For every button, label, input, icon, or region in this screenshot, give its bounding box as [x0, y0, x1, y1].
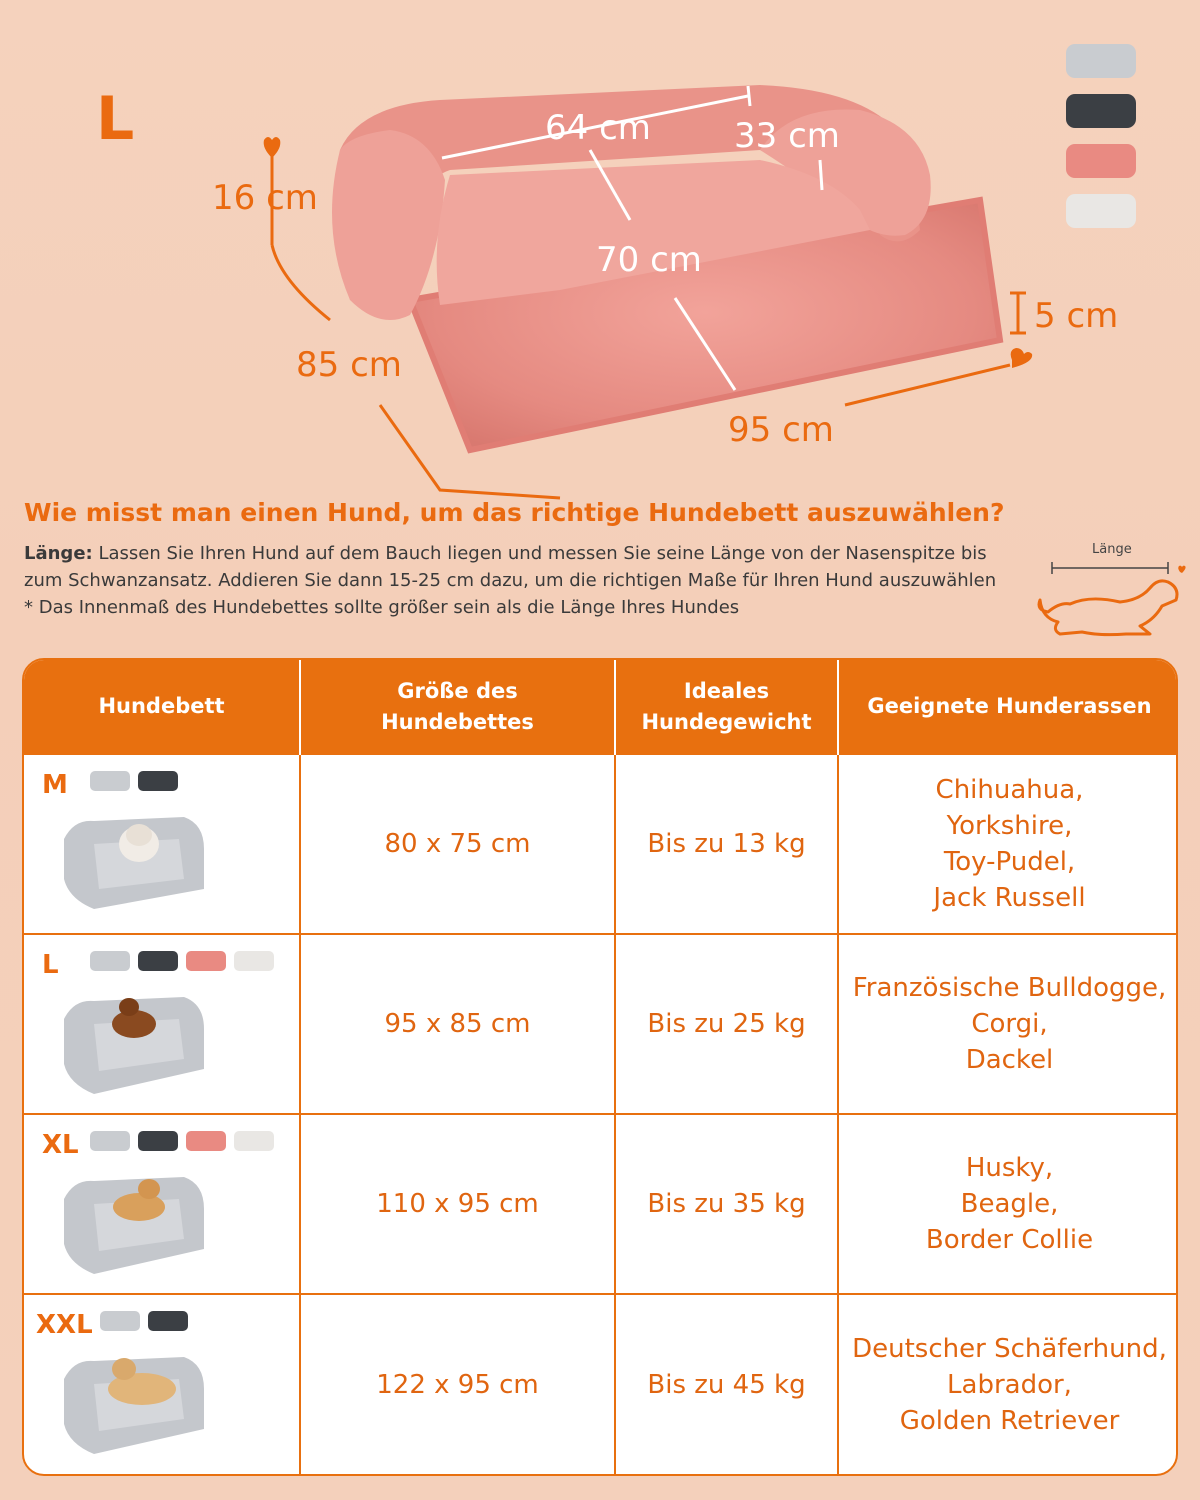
table-row	[24, 1294, 1178, 1474]
row-color-swatch[interactable]	[90, 1131, 130, 1151]
swatch-dark-grey[interactable]	[1066, 94, 1136, 128]
swatch-pink[interactable]	[1066, 144, 1136, 178]
breeds-cell	[838, 754, 1178, 934]
dim-height: 16 cm	[212, 178, 318, 218]
row-color-swatch[interactable]	[90, 771, 130, 791]
row-size-label: M	[42, 770, 68, 800]
row-color-swatch[interactable]	[90, 951, 130, 971]
dim-depth: 85 cm	[296, 345, 402, 385]
breed-item: Jack Russell	[933, 883, 1086, 913]
weight-cell: Bis zu 35 kg	[615, 1114, 838, 1294]
row-color-swatch[interactable]	[234, 1131, 274, 1151]
guide-length-label: Länge:	[24, 543, 93, 564]
row-size-label: XXL	[36, 1310, 93, 1340]
guide-length-text: Lassen Sie Ihren Hund auf dem Bauch liegen und messen Sie seine Länge von der Nasenspitze bis zum Schwanzansatz. Addieren Sie dann 15-25 cm dazu, um die richtigen Maße für Ihren Hund auszuwählen	[24, 543, 997, 591]
guide-length-paragraph	[24, 540, 1004, 594]
row-color-swatch[interactable]	[148, 1311, 188, 1331]
dim-inner-depth: 70 cm	[596, 240, 702, 280]
breed-item: Chihuahua,	[935, 775, 1084, 805]
diagram-label: Länge	[1092, 542, 1132, 557]
row-color-swatch[interactable]	[138, 1131, 178, 1151]
dimensions-cell: 122 x 95 cm	[300, 1294, 615, 1474]
dimensions-cell: 110 x 95 cm	[300, 1114, 615, 1294]
header-rassen: Geeignete Hunderassen	[838, 660, 1178, 754]
row-color-swatch[interactable]	[186, 951, 226, 971]
dimensions-cell: 95 x 85 cm	[300, 934, 615, 1114]
breed-item: Corgi,	[971, 1009, 1048, 1039]
breeds-cell	[838, 1114, 1178, 1294]
bed-photo-icon	[54, 1159, 214, 1279]
row-color-swatch[interactable]	[138, 771, 178, 791]
breed-item: Toy-Pudel,	[943, 847, 1076, 877]
header-gewicht: Ideales Hundegewicht	[615, 660, 838, 754]
dimensions-cell: 80 x 75 cm	[300, 754, 615, 934]
guide-body	[24, 540, 1004, 621]
breeds-cell	[838, 934, 1178, 1114]
row-swatches	[90, 771, 178, 791]
breed-item: Husky,	[965, 1153, 1054, 1183]
dim-side-width: 33 cm	[734, 116, 840, 156]
guide-title: Wie misst man einen Hund, um das richtige Hundebett auszuwählen?	[24, 498, 1005, 527]
swatch-cream[interactable]	[1066, 194, 1136, 228]
header-groesse: Größe des Hundebettes	[300, 660, 615, 754]
weight-cell: Bis zu 25 kg	[615, 934, 838, 1114]
bed-cell	[24, 934, 300, 1114]
row-color-swatch[interactable]	[138, 951, 178, 971]
row-color-swatch[interactable]	[100, 1311, 140, 1331]
table-row	[24, 754, 1178, 934]
row-size-label: L	[42, 950, 59, 980]
row-swatches	[90, 951, 274, 971]
breed-item: Deutscher Schäferhund,	[852, 1333, 1167, 1364]
breed-item: Dackel	[965, 1045, 1054, 1075]
breed-item: Französische Bulldogge,	[852, 973, 1167, 1003]
dog-outline-icon	[1030, 540, 1190, 650]
weight-cell: Bis zu 45 kg	[615, 1294, 838, 1474]
hero-section	[0, 0, 1200, 500]
row-swatches	[100, 1311, 188, 1331]
table-row	[24, 1114, 1178, 1294]
bed-cell	[24, 1114, 300, 1294]
bed-photo-icon	[54, 979, 214, 1099]
row-swatches	[90, 1131, 274, 1151]
dim-inner-width: 64 cm	[545, 108, 651, 148]
breed-item: Border Collie	[925, 1225, 1094, 1255]
breed-item: Labrador,	[947, 1369, 1072, 1400]
weight-cell: Bis zu 13 kg	[615, 754, 838, 934]
breed-item: Yorkshire,	[946, 811, 1073, 841]
bed-cell	[24, 1294, 300, 1474]
dim-base-thickness: 5 cm	[1034, 296, 1119, 336]
row-size-label: XL	[42, 1130, 79, 1160]
bed-photo-icon	[54, 799, 214, 919]
breed-item: Golden Retriever	[899, 1405, 1120, 1436]
breed-item: Beagle,	[960, 1189, 1059, 1219]
bed-cell	[24, 754, 300, 934]
size-table	[22, 658, 1178, 1476]
bed-photo-icon	[54, 1339, 214, 1459]
size-letter: L	[96, 84, 135, 154]
table-row	[24, 934, 1178, 1114]
dim-width: 95 cm	[728, 410, 834, 450]
row-color-swatch[interactable]	[234, 951, 274, 971]
swatch-light-grey[interactable]	[1066, 44, 1136, 78]
guide-note: * Das Innenmaß des Hundebettes sollte größer sein als die Länge Ihres Hundes	[24, 597, 740, 618]
color-swatches	[1066, 44, 1136, 244]
row-color-swatch[interactable]	[186, 1131, 226, 1151]
breeds-cell	[838, 1294, 1178, 1474]
dog-length-diagram	[1030, 540, 1190, 650]
table-header-row	[24, 660, 1178, 754]
header-hundebett: Hundebett	[24, 660, 300, 754]
